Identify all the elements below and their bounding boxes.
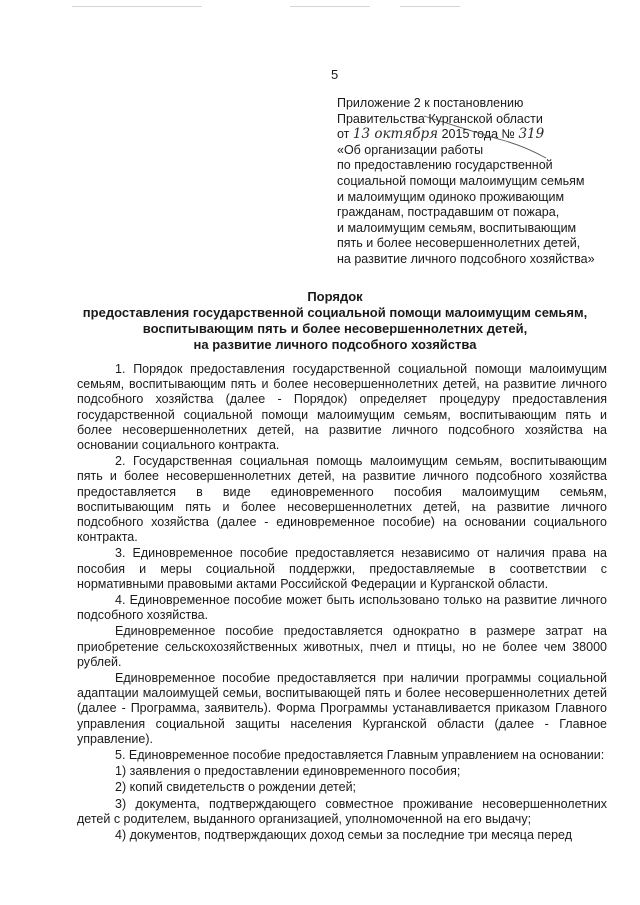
list-item-2: 2) копий свидетельств о рождении детей;	[115, 780, 357, 795]
paragraph-1: 1. Порядок предоставления государственной социальной помощи малоимущим семьям, воспитывающим пять и более несовершеннолетних детей, на развитие личного подсобного хозяйства (далее - Порядок) определяет процедуру предоставления государственной социальной помощи малоимущим семьям, воспитывающим пять и более несовершеннолетних детей, на развитие личного подсобного хозяйства на основании социального контракта.	[77, 362, 607, 453]
appendix-subject-2: по предоставлению государственной	[337, 158, 553, 173]
list-item-1: 1) заявления о предоставлении единовременного пособия;	[115, 764, 461, 779]
title-line-2: воспитывающим пять и более несовершеннолетних детей,	[142, 321, 528, 336]
paragraph-5: Единовременное пособие предоставляется однократно в размере затрат на приобретение сельскохозяйственных животных, пчел и птицы, но не более чем 38000 рублей.	[77, 624, 607, 669]
appendix-subject-5: гражданам, пострадавшим от пожара,	[337, 205, 560, 220]
handwritten-number: 319	[518, 126, 545, 143]
document-title	[70, 289, 600, 353]
appendix-line-2: Правительства Курганской области	[337, 111, 543, 126]
scan-edge-artifact	[0, 0, 640, 14]
title-line-3: на развитие личного подсобного хозяйства	[193, 337, 477, 352]
paragraph-3: 3. Единовременное пособие предоставляется независимо от наличия права на пособия и меры социальной поддержки, предоставляемые в соответствии с нормативными правовыми актами Российской Федерации и Курганской области.	[77, 546, 607, 591]
date-suffix: 2015 года №	[441, 127, 515, 142]
appendix-subject-4: и малоимущим одиноко проживающим	[337, 189, 565, 204]
appendix-subject-8: на развитие личного подсобного хозяйства»	[337, 251, 595, 266]
paragraph-4: 4. Единовременное пособие может быть использовано только на развитие личного подсобного хозяйства.	[77, 593, 607, 623]
appendix-date-line	[337, 127, 607, 143]
date-prefix: от	[337, 127, 350, 142]
paragraph-2: 2. Государственная социальная помощь малоимущим семьям, воспитывающим пять и более несовершеннолетних детей, на развитие личного подсобного хозяйства предоставляется в виде единовременного пособия малоимущим семьям, воспитывающим пять и более несовершеннолетних детей, на развитие личного подсобного хозяйства (далее - единовременное пособие) на основании социального контракта.	[77, 454, 607, 545]
title-heading: Порядок	[307, 289, 363, 304]
list-item-3: 3) документа, подтверждающего совместное проживание несовершеннолетних детей с родителем, выданного организацией, уполномоченной на его выдачу;	[77, 796, 607, 826]
list-item-4: 4) документов, подтверждающих доход семьи за последние три месяца перед	[115, 828, 573, 843]
appendix-subject-3: социальной помощи малоимущим семьям	[337, 173, 585, 188]
title-line-1: предоставления государственной социальной помощи малоимущим семьям,	[82, 305, 588, 320]
appendix-header	[337, 96, 607, 268]
appendix-subject-6: и малоимущим семьям, воспитывающим	[337, 220, 577, 235]
paragraph-7: 5. Единовременное пособие предоставляется Главным управлением на основании:	[115, 748, 605, 763]
appendix-line-1: Приложение 2 к постановлению	[337, 96, 524, 110]
page-number: 5	[331, 67, 339, 82]
handwritten-date: 13 октября	[352, 126, 439, 143]
appendix-subject-1: «Об организации работы	[337, 142, 484, 157]
document-body	[77, 362, 607, 844]
paragraph-6: Единовременное пособие предоставляется при наличии программы социальной адаптации малоимущей семьи, воспитывающей пять и более несовершеннолетних детей (далее - Программа, заявитель). Форма Программы устанавливается приказом Главного управления социальной защиты населения Курганской области (далее - Главное управление).	[77, 671, 607, 746]
appendix-subject-7: пять и более несовершеннолетних детей,	[337, 236, 581, 251]
